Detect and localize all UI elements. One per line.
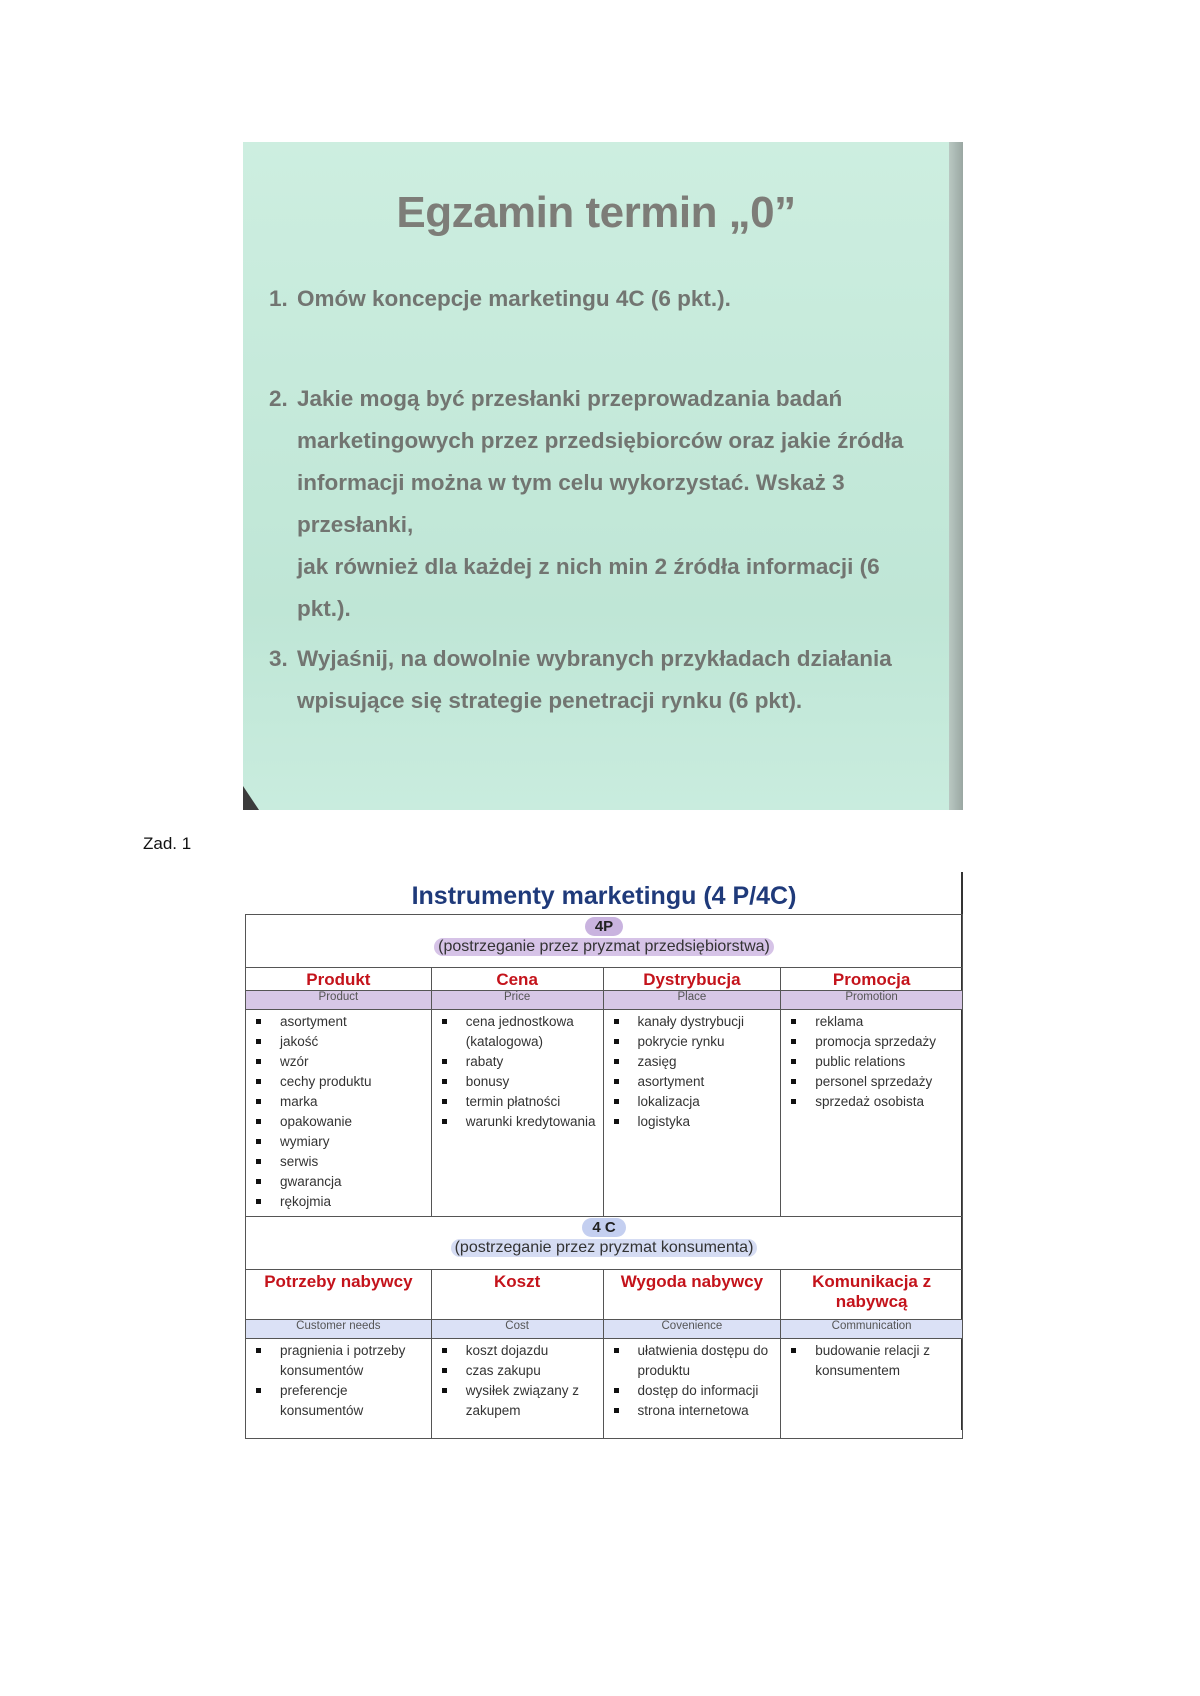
list-item: promocja sprzedaży bbox=[787, 1032, 958, 1052]
list-item: wzór bbox=[252, 1052, 427, 1072]
badge-4p: 4P bbox=[585, 917, 623, 936]
list-item: marka bbox=[252, 1092, 427, 1112]
screen-corner bbox=[243, 786, 259, 810]
question-line: Wyjaśnij, na dowolnie wybranych przykładach działania bbox=[297, 646, 892, 671]
question-line: Omów koncepcje marketingu 4C (6 pkt.). bbox=[297, 286, 731, 311]
eng-label-price: Price bbox=[431, 991, 603, 1010]
list-item: opakowanie bbox=[252, 1112, 427, 1132]
list-item: public relations bbox=[787, 1052, 958, 1072]
list-item: cena jednostkowa (katalogowa) bbox=[438, 1012, 599, 1052]
items-wygoda bbox=[603, 1339, 781, 1439]
question-number: 2. bbox=[269, 386, 288, 411]
col-head-wygoda-nabywcy: Wygoda nabywcy bbox=[603, 1270, 781, 1320]
exam-slide-photo bbox=[243, 142, 963, 810]
eng-label-communication: Communication bbox=[781, 1320, 963, 1339]
list-item: pragnienia i potrzeby konsumentów bbox=[252, 1341, 427, 1381]
items-produkt bbox=[246, 1010, 432, 1217]
eng-label-place: Place bbox=[603, 991, 781, 1010]
list-item: rękojmia bbox=[252, 1192, 427, 1212]
list-item: pokrycie rynku bbox=[610, 1032, 777, 1052]
col-head-potrzeby-nabywcy: Potrzeby nabywcy bbox=[246, 1270, 432, 1320]
list-item: reklama bbox=[787, 1012, 958, 1032]
list-item: jakość bbox=[252, 1032, 427, 1052]
section-header-4c bbox=[246, 1217, 963, 1270]
list-item: serwis bbox=[252, 1152, 427, 1172]
eng-label-customer-needs: Customer needs bbox=[246, 1320, 432, 1339]
list-item: asortyment bbox=[252, 1012, 427, 1032]
question-line: marketingowych przez przedsiębiorców oraz jakie źródła bbox=[297, 428, 904, 453]
list-item: preferencje konsumentów bbox=[252, 1381, 427, 1421]
table-title: Instrumenty marketingu (4 P/4C) bbox=[411, 882, 797, 910]
eng-label-promotion: Promotion bbox=[781, 991, 963, 1010]
question-3 bbox=[269, 638, 909, 722]
items-komunikacja bbox=[781, 1339, 963, 1439]
col-head-koszt: Koszt bbox=[431, 1270, 603, 1320]
col-head-cena: Cena bbox=[431, 968, 603, 991]
col-head-dystrybucja: Dystrybucja bbox=[603, 968, 781, 991]
list-item: lokalizacja bbox=[610, 1092, 777, 1112]
task-label: Zad. 1 bbox=[143, 834, 192, 853]
question-1 bbox=[269, 278, 909, 320]
col-head-produkt: Produkt bbox=[246, 968, 432, 991]
list-item: sprzedaż osobista bbox=[787, 1092, 958, 1112]
subtitle-4p: (postrzeganie przez pryzmat przedsiębiorstwa) bbox=[434, 938, 774, 956]
items-cena bbox=[431, 1010, 603, 1217]
list-item: zasięg bbox=[610, 1052, 777, 1072]
list-item: strona internetowa bbox=[610, 1401, 777, 1421]
list-item: rabaty bbox=[438, 1052, 599, 1072]
list-item: dostęp do informacji bbox=[610, 1381, 777, 1401]
subtitle-4c: (postrzeganie przez pryzmat konsumenta) bbox=[451, 1239, 758, 1257]
question-line: wpisujące się strategie penetracji rynku (6 pkt). bbox=[297, 688, 803, 713]
section-header-4p bbox=[246, 915, 963, 968]
items-promocja bbox=[781, 1010, 963, 1217]
question-number: 3. bbox=[269, 646, 288, 671]
marketing-instruments-table bbox=[245, 872, 963, 1430]
list-item: koszt dojazdu bbox=[438, 1341, 599, 1361]
question-line: informacji można w tym celu wykorzystać. Wskaż 3 przesłanki, bbox=[297, 470, 845, 537]
list-item: budowanie relacji z konsumentem bbox=[787, 1341, 958, 1381]
list-item: bonusy bbox=[438, 1072, 599, 1092]
eng-label-product: Product bbox=[246, 991, 432, 1010]
badge-4c: 4 C bbox=[582, 1218, 625, 1237]
items-dystrybucja bbox=[603, 1010, 781, 1217]
screen-edge bbox=[949, 142, 963, 810]
question-line: Jakie mogą być przesłanki przeprowadzania badań bbox=[297, 386, 843, 411]
items-koszt bbox=[431, 1339, 603, 1439]
list-item: warunki kredytowania bbox=[438, 1112, 599, 1132]
list-item: czas zakupu bbox=[438, 1361, 599, 1381]
list-item: personel sprzedaży bbox=[787, 1072, 958, 1092]
col-head-promocja: Promocja bbox=[781, 968, 963, 991]
eng-label-cost: Cost bbox=[431, 1320, 603, 1339]
list-item: logistyka bbox=[610, 1112, 777, 1132]
list-item: wysiłek związany z zakupem bbox=[438, 1381, 599, 1421]
list-item: termin płatności bbox=[438, 1092, 599, 1112]
items-potrzeby bbox=[246, 1339, 432, 1439]
eng-label-convenience: Covenience bbox=[603, 1320, 781, 1339]
col-head-komunikacja: Komunikacja z nabywcą bbox=[781, 1270, 963, 1320]
instruments-grid bbox=[245, 914, 963, 1439]
list-item: kanały dystrybucji bbox=[610, 1012, 777, 1032]
list-item: wymiary bbox=[252, 1132, 427, 1152]
question-2 bbox=[269, 378, 909, 630]
list-item: cechy produktu bbox=[252, 1072, 427, 1092]
question-line: jak również dla każdej z nich min 2 źródła informacji (6 pkt.). bbox=[297, 554, 880, 621]
list-item: asortyment bbox=[610, 1072, 777, 1092]
list-item: gwarancja bbox=[252, 1172, 427, 1192]
list-item: ułatwienia dostępu do produktu bbox=[610, 1341, 777, 1381]
question-number: 1. bbox=[269, 286, 288, 311]
slide-title: Egzamin termin „0” bbox=[396, 188, 796, 237]
